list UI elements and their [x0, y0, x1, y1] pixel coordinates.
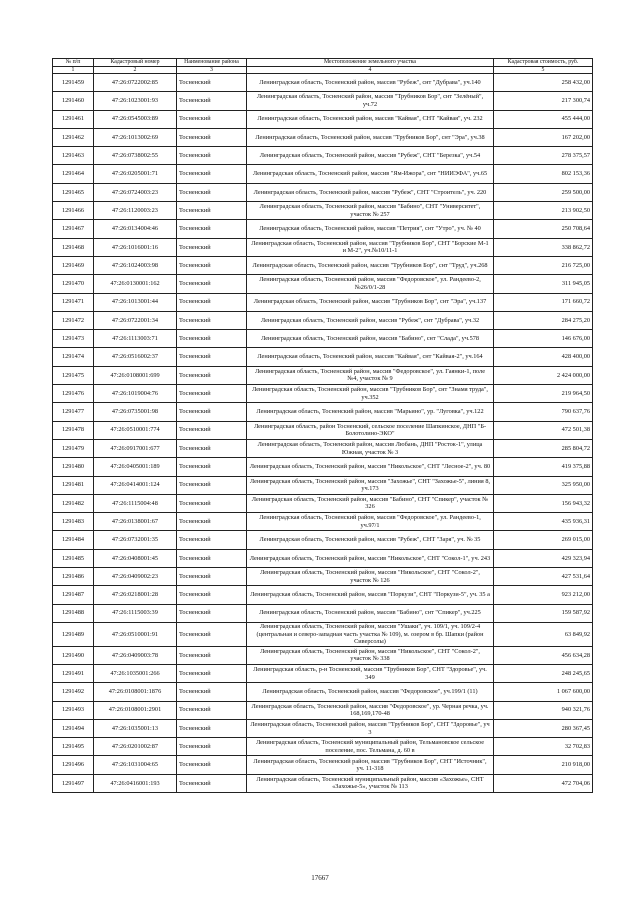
cadastral-number-cell: 47:26:0408001:45: [94, 549, 177, 567]
cadastral-number-cell: 47:26:0201002:87: [94, 738, 177, 756]
cadastral-value-cell: 427 531,64: [494, 568, 593, 586]
cadastral-number-cell: 47:26:0545003:89: [94, 110, 177, 128]
cadastral-value-cell: 285 804,72: [494, 439, 593, 457]
district-cell: Тосненский: [177, 74, 247, 92]
row-number-cell: 1291493: [53, 701, 94, 719]
cadastral-value-cell: 456 634,28: [494, 646, 593, 664]
table-row: [53, 403, 593, 421]
location-cell: Ленинградская область, Тосненский район, массив "Трубников Бор", СНТ "Источник", уч. 11-318: [247, 756, 494, 774]
table-row: [53, 604, 593, 622]
cadastral-number-cell: 47:26:0738002:55: [94, 147, 177, 165]
table-row: [53, 275, 593, 293]
row-number-cell: 1291478: [53, 421, 94, 439]
cadastral-value-cell: 217 300,74: [494, 92, 593, 110]
district-cell: Тосненский: [177, 494, 247, 512]
district-cell: Тосненский: [177, 348, 247, 366]
cadastral-number-cell: 47:26:0108001:1876: [94, 683, 177, 701]
row-number-cell: 1291482: [53, 494, 94, 512]
row-number-cell: 1291463: [53, 147, 94, 165]
location-cell: Ленинградская область, Тосненский район, массив "Трубников Бор", снт "Зелёный", уч.72: [247, 92, 494, 110]
district-cell: Тосненский: [177, 421, 247, 439]
cadastral-number-cell: 47:26:0108001:699: [94, 366, 177, 384]
row-number-cell: 1291468: [53, 238, 94, 256]
row-number-cell: 1291479: [53, 439, 94, 457]
row-number-cell: 1291497: [53, 774, 94, 792]
table-row: [53, 256, 593, 274]
district-cell: Тосненский: [177, 110, 247, 128]
cadastral-number-cell: 47:26:0409002:23: [94, 568, 177, 586]
cadastral-number-cell: 47:26:0724003:23: [94, 183, 177, 201]
cadastral-value-cell: 278 375,57: [494, 147, 593, 165]
district-cell: Тосненский: [177, 403, 247, 421]
cadastral-number-cell: 47:26:0138001:67: [94, 513, 177, 531]
location-cell: Ленинградская область, Тосненский район, массив "Рубеж", снт "Дубрава", уч.32: [247, 311, 494, 329]
table-row: [53, 183, 593, 201]
location-cell: Ленинградская область, Тосненский район, массив "Трубников Бор", снт "Эра", уч.38: [247, 128, 494, 146]
cadastral-value-cell: 472 501,38: [494, 421, 593, 439]
table-header-row: [53, 59, 593, 67]
cadastral-value-cell: 435 936,31: [494, 513, 593, 531]
table-column-numbers-row: [53, 67, 593, 74]
district-cell: Тосненский: [177, 701, 247, 719]
district-cell: Тосненский: [177, 165, 247, 183]
row-number-cell: 1291466: [53, 202, 94, 220]
district-cell: Тосненский: [177, 513, 247, 531]
district-cell: Тосненский: [177, 604, 247, 622]
cadastral-value-cell: 338 862,72: [494, 238, 593, 256]
cadastral-number-cell: 47:26:1013002:69: [94, 128, 177, 146]
district-cell: Тосненский: [177, 366, 247, 384]
header-cadastral: Кадастровый номер: [94, 59, 177, 67]
location-cell: Ленинградская область, Тосненский район, массив "Трубников Бор", снт "Труд", уч.268: [247, 256, 494, 274]
cadastral-number-cell: 47:26:0510001:774: [94, 421, 177, 439]
district-cell: Тосненский: [177, 622, 247, 646]
cadastral-number-cell: 47:26:1115004:48: [94, 494, 177, 512]
cadastral-value-cell: 455 444,00: [494, 110, 593, 128]
row-number-cell: 1291492: [53, 683, 94, 701]
cadastral-number-cell: 47:26:0917001:677: [94, 439, 177, 457]
cadastral-number-cell: 47:26:0735001:98: [94, 403, 177, 421]
district-cell: Тосненский: [177, 719, 247, 737]
location-cell: Ленинградская область, Тосненский район, массив "Трубников Бор", снт "Эра", уч.137: [247, 293, 494, 311]
location-cell: Ленинградская область, Тосненский район, массив "Петрия", снт "Утро", уч. № 40: [247, 220, 494, 238]
cadastral-value-cell: 1 067 600,00: [494, 683, 593, 701]
cadastral-number-cell: 47:26:1013001:44: [94, 293, 177, 311]
column-number: 4: [247, 67, 494, 74]
row-number-cell: 1291495: [53, 738, 94, 756]
district-cell: Тосненский: [177, 646, 247, 664]
table-row: [53, 330, 593, 348]
cadastral-value-cell: 146 676,00: [494, 330, 593, 348]
district-cell: Тосненский: [177, 683, 247, 701]
cadastral-number-cell: 47:26:1019004:76: [94, 385, 177, 403]
row-number-cell: 1291489: [53, 622, 94, 646]
location-cell: Ленинградская область, Тосненский муниципальный район, Тельмановское сельское поселение, пос. Тельмана, д. 60 в: [247, 738, 494, 756]
row-number-cell: 1291484: [53, 531, 94, 549]
table-row: [53, 238, 593, 256]
column-number: 1: [53, 67, 94, 74]
table-row: [53, 220, 593, 238]
row-number-cell: 1291462: [53, 128, 94, 146]
cadastral-number-cell: 47:26:0414001:124: [94, 476, 177, 494]
table-row: [53, 549, 593, 567]
cadastral-value-cell: 284 275,20: [494, 311, 593, 329]
district-cell: Тосненский: [177, 458, 247, 476]
column-number: 2: [94, 67, 177, 74]
table-row: [53, 774, 593, 792]
row-number-cell: 1291481: [53, 476, 94, 494]
cadastral-value-cell: 156 943,32: [494, 494, 593, 512]
header-location: Местоположение земельного участка: [247, 59, 494, 67]
table-row: [53, 385, 593, 403]
location-cell: Ленинградская область, Тосненский район, массив "Федоровское", ул. Гаянки-1, поле №4, участок № 9: [247, 366, 494, 384]
table-row: [53, 719, 593, 737]
table-row: [53, 738, 593, 756]
row-number-cell: 1291465: [53, 183, 94, 201]
cadastral-number-cell: 47:26:0218001:28: [94, 586, 177, 604]
cadastral-value-cell: 802 153,36: [494, 165, 593, 183]
table-row: [53, 366, 593, 384]
row-number-cell: 1291496: [53, 756, 94, 774]
table-row: [53, 531, 593, 549]
cadastral-value-cell: 325 950,00: [494, 476, 593, 494]
table-row: [53, 701, 593, 719]
row-number-cell: 1291461: [53, 110, 94, 128]
location-cell: Ленинградская область, Тосненский район, массив "Ям-Ижора", снт "НИИЭФА", уч.65: [247, 165, 494, 183]
row-number-cell: 1291460: [53, 92, 94, 110]
district-cell: Тосненский: [177, 128, 247, 146]
cadastral-value-cell: 248 245,65: [494, 664, 593, 682]
location-cell: Ленинградская область, Тосненский район, массив "Рубеж", СНТ "Березка", уч.54: [247, 147, 494, 165]
cadastral-value-cell: 2 424 000,00: [494, 366, 593, 384]
location-cell: Ленинградская область, Тосненский район, массив "Кайвая", СНТ "Кайвая", уч. 232: [247, 110, 494, 128]
row-number-cell: 1291469: [53, 256, 94, 274]
cadastral-number-cell: 47:26:1035001:13: [94, 719, 177, 737]
cadastral-number-cell: 47:26:0205001:71: [94, 165, 177, 183]
location-cell: Ленинградская область, Тосненский район, массив "Бабино", снт "Спикер", уч.225: [247, 604, 494, 622]
location-cell: Ленинградская область, Тосненский район, массив "Рубеж", СНТ "Заря", уч. № 35: [247, 531, 494, 549]
row-number-cell: 1291483: [53, 513, 94, 531]
table-row: [53, 476, 593, 494]
column-number: 3: [177, 67, 247, 74]
table-body: [53, 74, 593, 793]
table-row: [53, 458, 593, 476]
district-cell: Тосненский: [177, 568, 247, 586]
cadastral-number-cell: 47:26:0405001:189: [94, 458, 177, 476]
location-cell: Ленинградская область, Тосненский район, массив "Кайвая", снт "Кайвая-2", уч.164: [247, 348, 494, 366]
district-cell: Тосненский: [177, 756, 247, 774]
location-cell: Ленинградская область, Тосненский район, массив "Бабино", снт "Слада", уч.578: [247, 330, 494, 348]
table-row: [53, 110, 593, 128]
district-cell: Тосненский: [177, 238, 247, 256]
cadastral-number-cell: 47:26:0409003:78: [94, 646, 177, 664]
district-cell: Тосненский: [177, 586, 247, 604]
cadastral-value-cell: 472 704,06: [494, 774, 593, 792]
location-cell: Ленинградская область, Тосненский район, массив "Трубников Бор", СНТ "Борские М-1 и М-2", уч.№10/11-1: [247, 238, 494, 256]
location-cell: Ленинградская область, Тосненский район, массив "Бабино", СНТ "Спикер", участок № 326: [247, 494, 494, 512]
district-cell: Тосненский: [177, 385, 247, 403]
cadastral-value-cell: 428 400,00: [494, 348, 593, 366]
table-row: [53, 74, 593, 92]
table-row: [53, 421, 593, 439]
cadastral-number-cell: 47:26:1016001:16: [94, 238, 177, 256]
table-row: [53, 311, 593, 329]
cadastral-number-cell: 47:26:0722001:34: [94, 311, 177, 329]
district-cell: Тосненский: [177, 92, 247, 110]
location-cell: Ленинградская область, Тосненский район, массив "Марьино", ур. "Луговка", уч.122: [247, 403, 494, 421]
row-number-cell: 1291473: [53, 330, 94, 348]
cadastral-number-cell: 47:26:0134004:46: [94, 220, 177, 238]
location-cell: Ленинградская область, район Тосненский, сельское поселение Шапкинское, ДНП "Б-Болотолино-ЭКО": [247, 421, 494, 439]
location-cell: Ленинградская область, Тосненский район, массив "Никольское", СНТ "Лесное-2", уч. 80: [247, 458, 494, 476]
row-number-cell: 1291459: [53, 74, 94, 92]
cadastral-value-cell: 940 321,76: [494, 701, 593, 719]
district-cell: Тосненский: [177, 147, 247, 165]
district-cell: Тосненский: [177, 293, 247, 311]
row-number-cell: 1291474: [53, 348, 94, 366]
district-cell: Тосненский: [177, 330, 247, 348]
cadastral-number-cell: 47:26:1035001:266: [94, 664, 177, 682]
location-cell: Ленинградская область, Тосненский район, массив "Рубеж", снт "Дубрава", уч.140: [247, 74, 494, 92]
table-row: [53, 165, 593, 183]
cadastral-value-cell: 258 432,00: [494, 74, 593, 92]
location-cell: Ленинградская область, Тосненский район, массив "Никольское", СНТ "Сокол-2", участок № 126: [247, 568, 494, 586]
table-row: [53, 293, 593, 311]
district-cell: Тосненский: [177, 202, 247, 220]
location-cell: Ленинградская область, Тосненский район, массив "Никольское", СНТ "Сокол-2", участок № 338: [247, 646, 494, 664]
table-row: [53, 439, 593, 457]
row-number-cell: 1291476: [53, 385, 94, 403]
district-cell: Тосненский: [177, 476, 247, 494]
cadastral-value-cell: 259 500,00: [494, 183, 593, 201]
table-row: [53, 683, 593, 701]
cadastral-value-cell: 32 702,83: [494, 738, 593, 756]
location-cell: Ленинградская область, Тосненский район, массив "Рубеж", СНТ "Строитель", уч. 220: [247, 183, 494, 201]
table-row: [53, 494, 593, 512]
row-number-cell: 1291470: [53, 275, 94, 293]
table-row: [53, 756, 593, 774]
district-cell: Тосненский: [177, 738, 247, 756]
cadastral-number-cell: 47:26:0722002:85: [94, 74, 177, 92]
table-row: [53, 664, 593, 682]
row-number-cell: 1291486: [53, 568, 94, 586]
cadastral-value-cell: 159 587,92: [494, 604, 593, 622]
district-cell: Тосненский: [177, 774, 247, 792]
cadastral-value-cell: 219 964,50: [494, 385, 593, 403]
district-cell: Тосненский: [177, 664, 247, 682]
location-cell: Ленинградская область, Тосненский район, массив "Трубников Бор", СНТ "Здоровье", уч 3: [247, 719, 494, 737]
header-value: Кадастровая стоимость, руб.: [494, 59, 593, 67]
cadastral-number-cell: 47:26:0516002:37: [94, 348, 177, 366]
district-cell: Тосненский: [177, 439, 247, 457]
cadastral-value-cell: 311 945,05: [494, 275, 593, 293]
cadastral-number-cell: 47:26:1031004:65: [94, 756, 177, 774]
row-number-cell: 1291477: [53, 403, 94, 421]
location-cell: Ленинградская область, Тосненский район, массив "Федоровское", ул. Рандеево-1, уч.97/1: [247, 513, 494, 531]
location-cell: Ленинградская область, Тосненский муниципальный район, массив «Захожье», СНТ «Захожье-5», участок № 113: [247, 774, 494, 792]
location-cell: Ленинградская область, Тосненский район, массив "Никольское", СНТ "Сокол-1", уч. 243: [247, 549, 494, 567]
cadastral-value-cell: 269 015,00: [494, 531, 593, 549]
row-number-cell: 1291480: [53, 458, 94, 476]
row-number-cell: 1291487: [53, 586, 94, 604]
cadastral-number-cell: 47:26:1120003:23: [94, 202, 177, 220]
table-row: [53, 568, 593, 586]
cadastral-value-cell: 171 660,72: [494, 293, 593, 311]
district-cell: Тосненский: [177, 531, 247, 549]
table-row: [53, 92, 593, 110]
district-cell: Тосненский: [177, 275, 247, 293]
location-cell: Ленинградская область, Тосненский район, массив "Федоровское", ур. Черная речка, уч. 168,169,170-48: [247, 701, 494, 719]
cadastral-number-cell: 47:26:0108001:2901: [94, 701, 177, 719]
cadastral-number-cell: 47:26:0416001:193: [94, 774, 177, 792]
cadastral-number-cell: 47:26:1023001:93: [94, 92, 177, 110]
cadastral-value-cell: 419 375,88: [494, 458, 593, 476]
cadastral-value-cell: 429 323,94: [494, 549, 593, 567]
cadastral-number-cell: 47:26:0130001:162: [94, 275, 177, 293]
row-number-cell: 1291491: [53, 664, 94, 682]
table-row: [53, 513, 593, 531]
cadastral-value-cell: 213 902,50: [494, 202, 593, 220]
location-cell: Ленинградская область, Тосненский район, массив "Бабино", СНТ "Университет", участок № 257: [247, 202, 494, 220]
district-cell: Тосненский: [177, 311, 247, 329]
location-cell: Ленинградская область, Тосненский район, массив "Ушаки", уч. 109/1, уч. 109/2-4 (центральная и северо-западная часть участка № 109), м. озером в бр. Шапки (район Сиверсолы): [247, 622, 494, 646]
district-cell: Тосненский: [177, 256, 247, 274]
cadastral-value-cell: 280 367,45: [494, 719, 593, 737]
cadastral-value-cell: 250 708,64: [494, 220, 593, 238]
row-number-cell: 1291488: [53, 604, 94, 622]
row-number-cell: 1291475: [53, 366, 94, 384]
location-cell: Ленинградская область, р-н Тосненский, массив "Трубников Бор", СНТ "Здоровье", уч. 349: [247, 664, 494, 682]
table-row: [53, 147, 593, 165]
cadastral-value-cell: 210 918,00: [494, 756, 593, 774]
row-number-cell: 1291471: [53, 293, 94, 311]
table-row: [53, 202, 593, 220]
header-district: Наименование района: [177, 59, 247, 67]
cadastral-value-cell: 216 725,00: [494, 256, 593, 274]
location-cell: Ленинградская область, Тосненский район, массив "Захожье", СНТ "Захожье-5", линия 8, уч.173: [247, 476, 494, 494]
table-row: [53, 586, 593, 604]
location-cell: Ленинградская область, Тосненский район, массив "Федоровское", уч.199/1 (11): [247, 683, 494, 701]
cadastral-number-cell: 47:26:1115003:39: [94, 604, 177, 622]
header-num: № п/п: [53, 59, 94, 67]
district-cell: Тосненский: [177, 549, 247, 567]
cadastral-value-cell: 167 202,00: [494, 128, 593, 146]
table-row: [53, 128, 593, 146]
cadastral-number-cell: 47:26:1113003:71: [94, 330, 177, 348]
district-cell: Тосненский: [177, 183, 247, 201]
location-cell: Ленинградская область, Тосненский район, массив "Поркузи", СНТ "Поркузи-5", уч. 35 а: [247, 586, 494, 604]
district-cell: Тосненский: [177, 220, 247, 238]
cadastral-value-cell: 63 849,92: [494, 622, 593, 646]
column-number: 5: [494, 67, 593, 74]
row-number-cell: 1291490: [53, 646, 94, 664]
page-number: 17667: [311, 874, 329, 882]
row-number-cell: 1291472: [53, 311, 94, 329]
cadastral-value-cell: 790 637,76: [494, 403, 593, 421]
cadastral-value-table: [52, 58, 593, 793]
row-number-cell: 1291464: [53, 165, 94, 183]
row-number-cell: 1291485: [53, 549, 94, 567]
location-cell: Ленинградская область, Тосненский район, массив "Трубников Бор", снт "Знамя труда", уч.352: [247, 385, 494, 403]
row-number-cell: 1291494: [53, 719, 94, 737]
cadastral-number-cell: 47:26:1024003:98: [94, 256, 177, 274]
cadastral-number-cell: 47:26:0510001:91: [94, 622, 177, 646]
table-row: [53, 646, 593, 664]
cadastral-value-cell: 923 212,00: [494, 586, 593, 604]
cadastral-number-cell: 47:26:0732001:35: [94, 531, 177, 549]
location-cell: Ленинградская область, Тосненский район, массив "Федоровское", ул. Рандеево-2, №26/0/1-28: [247, 275, 494, 293]
row-number-cell: 1291467: [53, 220, 94, 238]
location-cell: Ленинградская область, Тосненский район, массив Любань, ДНП "Росток-1", улица Южная, участок № 3: [247, 439, 494, 457]
table-row: [53, 622, 593, 646]
table-row: [53, 348, 593, 366]
